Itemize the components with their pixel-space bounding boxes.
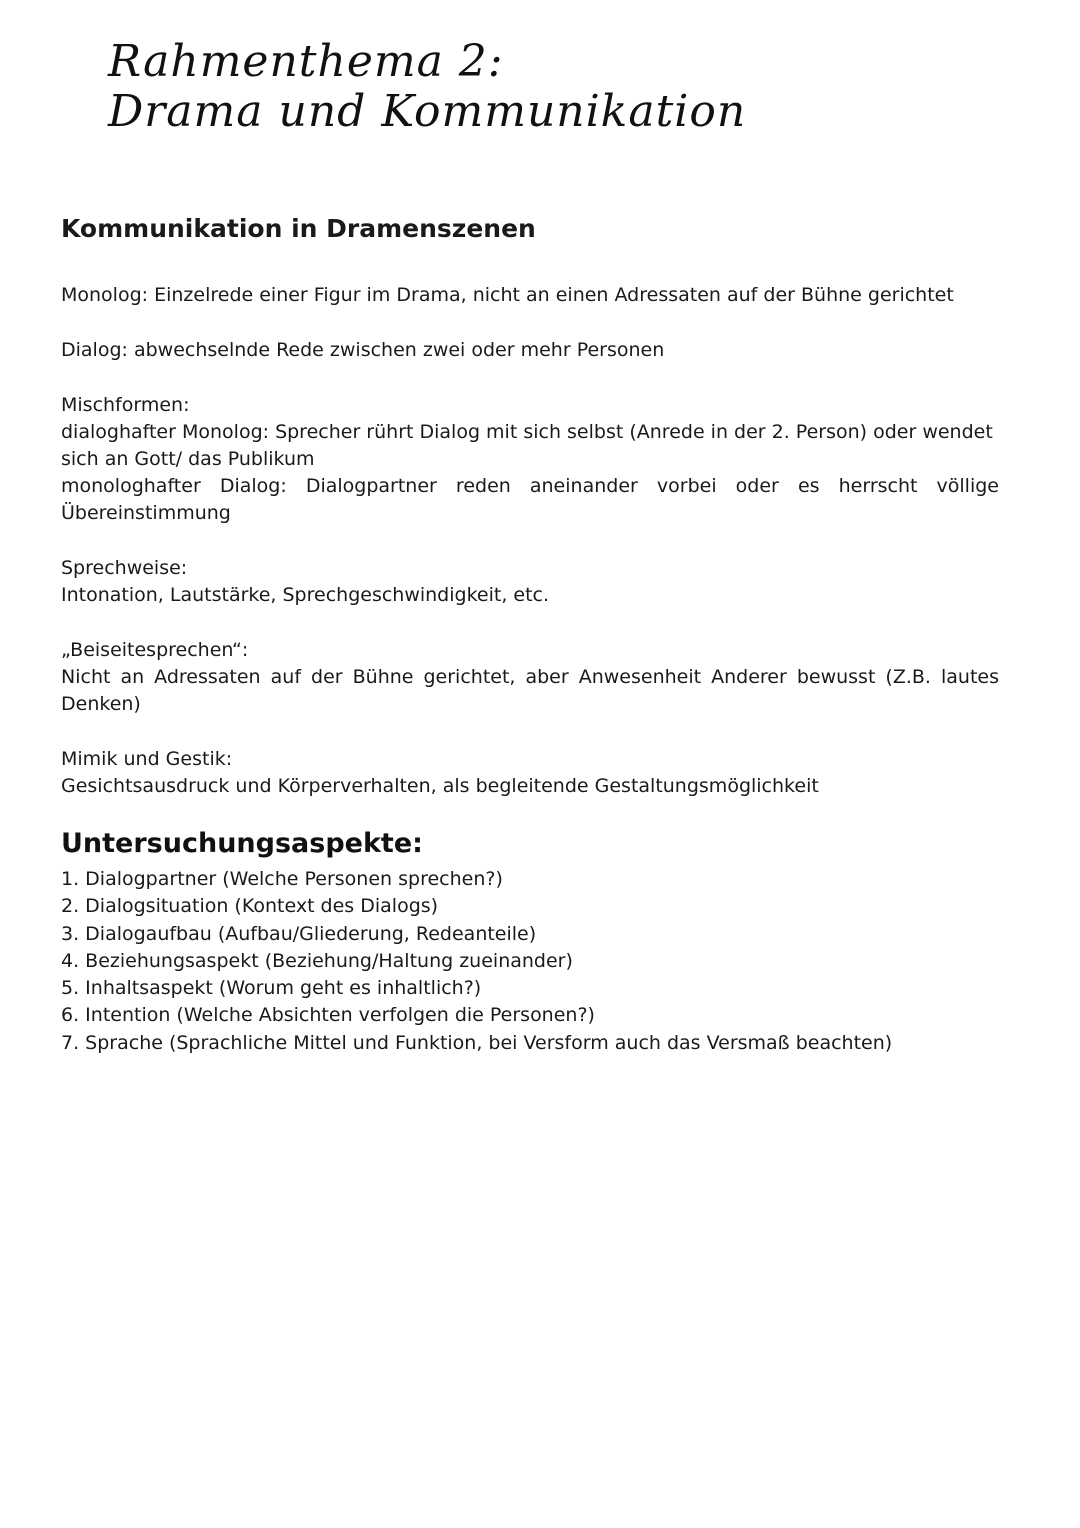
list-item: 7. Sprache (Sprachliche Mittel und Funktion, bei Versform auch das Versmaß beachten): [61, 1031, 893, 1054]
mischformen-block: [61, 392, 999, 527]
dialog-definition: Dialog: abwechselnde Rede zwischen zwei oder mehr Personen: [61, 339, 665, 361]
mimik-label: Mimik und Gestik:: [61, 748, 233, 770]
definitions-content: [61, 282, 999, 828]
list-item: 6. Intention (Welche Absichten verfolgen die Personen?): [61, 1004, 595, 1027]
handwritten-title: [108, 36, 868, 137]
beiseitesprechen-block: [61, 637, 999, 718]
mimik-text: Gesichtsausdruck und Körperverhalten, als begleitende Gestaltungsmöglichkeit: [61, 775, 819, 797]
list-item: 3. Dialogaufbau (Aufbau/Gliederung, Redeanteile): [61, 922, 537, 945]
list-item: 1. Dialogpartner (Welche Personen sprechen?): [61, 868, 503, 890]
section-title: Kommunikation in Dramenszenen: [61, 214, 536, 243]
list-item: 5. Inhaltsaspekt (Worum geht es inhaltlich?): [61, 977, 482, 1000]
monolog-block: [61, 282, 999, 309]
aspects-list: [61, 866, 1021, 1057]
beiseitesprechen-text: Nicht an Adressaten auf der Bühne gerichtet, aber Anwesenheit Anderer bewusst (Z.B. lautes Denken): [61, 666, 999, 715]
list-item: 4. Beziehungsaspekt (Beziehung/Haltung zueinander): [61, 949, 573, 972]
dialog-block: [61, 337, 999, 364]
sprechweise-block: [61, 555, 999, 609]
title-line-2: Drama und Kommunikation: [108, 86, 747, 137]
beiseitesprechen-label: „Beiseitesprechen“:: [61, 639, 249, 661]
aspects-heading: Untersuchungsaspekte:: [61, 828, 423, 859]
list-item: 2. Dialogsituation (Kontext des Dialogs): [61, 895, 439, 918]
dialoghafter-monolog-definition: dialoghafter Monolog: Sprecher rührt Dialog mit sich selbst (Anrede in der 2. Person) oder wendet sich an Gott/ das Publikum: [61, 421, 993, 470]
mimik-block: [61, 746, 999, 800]
sprechweise-text: Intonation, Lautstärke, Sprechgeschwindigkeit, etc.: [61, 584, 550, 606]
sprechweise-label: Sprechweise:: [61, 557, 188, 579]
mischformen-label: Mischformen:: [61, 394, 190, 416]
monolog-definition: Monolog: Einzelrede einer Figur im Drama, nicht an einen Adressaten auf der Bühne gerichtet: [61, 284, 954, 306]
title-line-1: Rahmenthema 2:: [108, 36, 504, 87]
monologhafter-dialog-definition: monologhafter Dialog: Dialogpartner reden aneinander vorbei oder es herrscht völlige Übereinstimmung: [61, 475, 999, 524]
